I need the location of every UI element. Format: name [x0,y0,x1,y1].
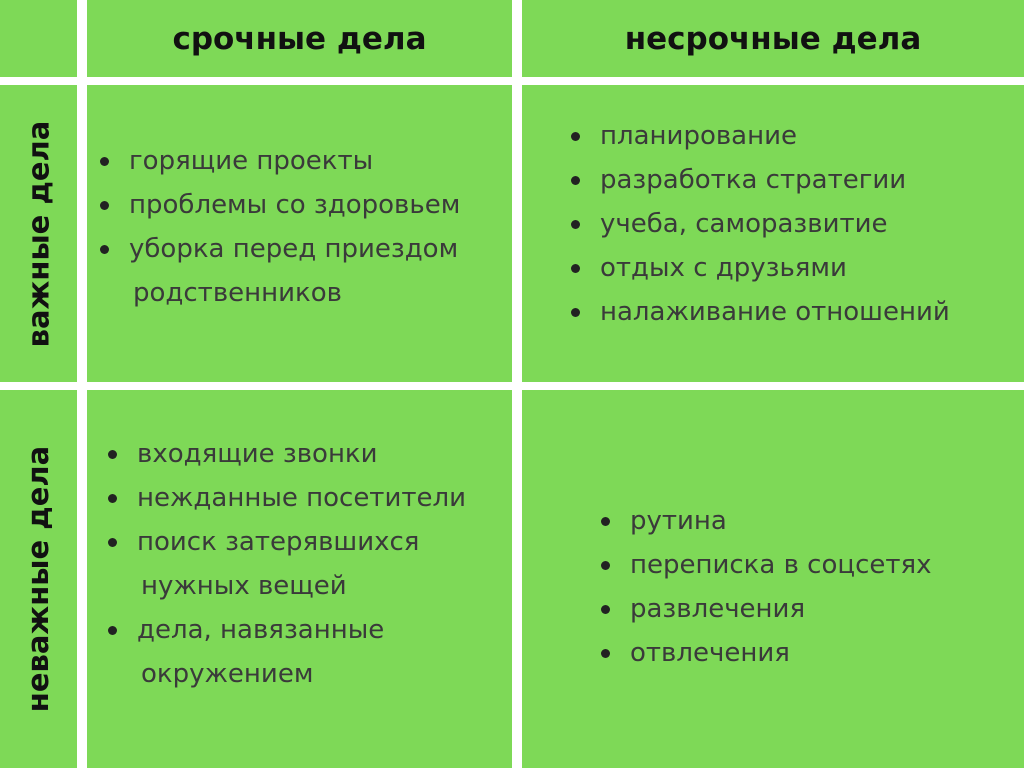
list-item [568,246,950,290]
list-item-text-continued: окружением [141,659,314,689]
row-header-not-important-label: неважные дела [21,445,56,713]
list-item-text: развлечения [630,594,806,624]
list-item [105,520,466,608]
list-item-text-continued: нужных вещей [141,571,347,601]
list-item [568,114,950,158]
list-item [97,139,460,183]
list-item-text: рутина [630,506,727,536]
list-item-text: поиск затерявшихся [137,527,420,557]
list-item [598,499,932,543]
list-item-text: уборка перед приездом [129,234,459,264]
list-item [97,183,460,227]
list-item-text: нежданные посетители [137,483,467,513]
corner-cell [0,0,77,77]
list-item-text: переписка в соцсетях [630,550,932,580]
list-item-text: дела, навязанные [137,615,385,645]
list-item [568,202,950,246]
list-item [105,608,466,696]
list-item-text: отвлечения [630,638,790,668]
column-header-not-urgent [522,0,1024,77]
list-item-text: проблемы со здоровьем [129,190,461,220]
list-item [598,587,932,631]
list-item-text: разработка стратегии [600,165,907,195]
quadrant-list [105,432,466,696]
quadrant-list [598,499,932,675]
row-header-important [0,85,77,382]
list-item [105,476,466,520]
quadrant-list [97,139,460,315]
column-header-not-urgent-label: несрочные дела [624,20,922,57]
list-item [598,543,932,587]
list-item-text: учеба, саморазвитие [600,209,888,239]
list-item-text: отдых с друзьями [600,253,847,283]
row-header-important-label: важные дела [21,120,56,347]
column-header-urgent [87,0,512,77]
list-item-text: входящие звонки [137,439,378,469]
quadrant-important-not-urgent [522,85,1024,382]
list-item-text: планирование [600,121,798,151]
column-header-urgent-label: срочные дела [172,20,427,57]
quadrant-important-urgent [87,85,512,382]
list-item [97,227,460,315]
list-item-text: горящие проекты [129,146,374,176]
list-item-text: налаживание отношений [600,297,950,327]
list-item [568,290,950,334]
list-item [568,158,950,202]
list-item [598,631,932,675]
list-item [105,432,466,476]
quadrant-not-important-urgent [87,390,512,768]
row-header-not-important [0,390,77,768]
quadrant-not-important-not-urgent [522,390,1024,768]
quadrant-list [568,114,950,334]
list-item-text-continued: родственников [133,278,342,308]
